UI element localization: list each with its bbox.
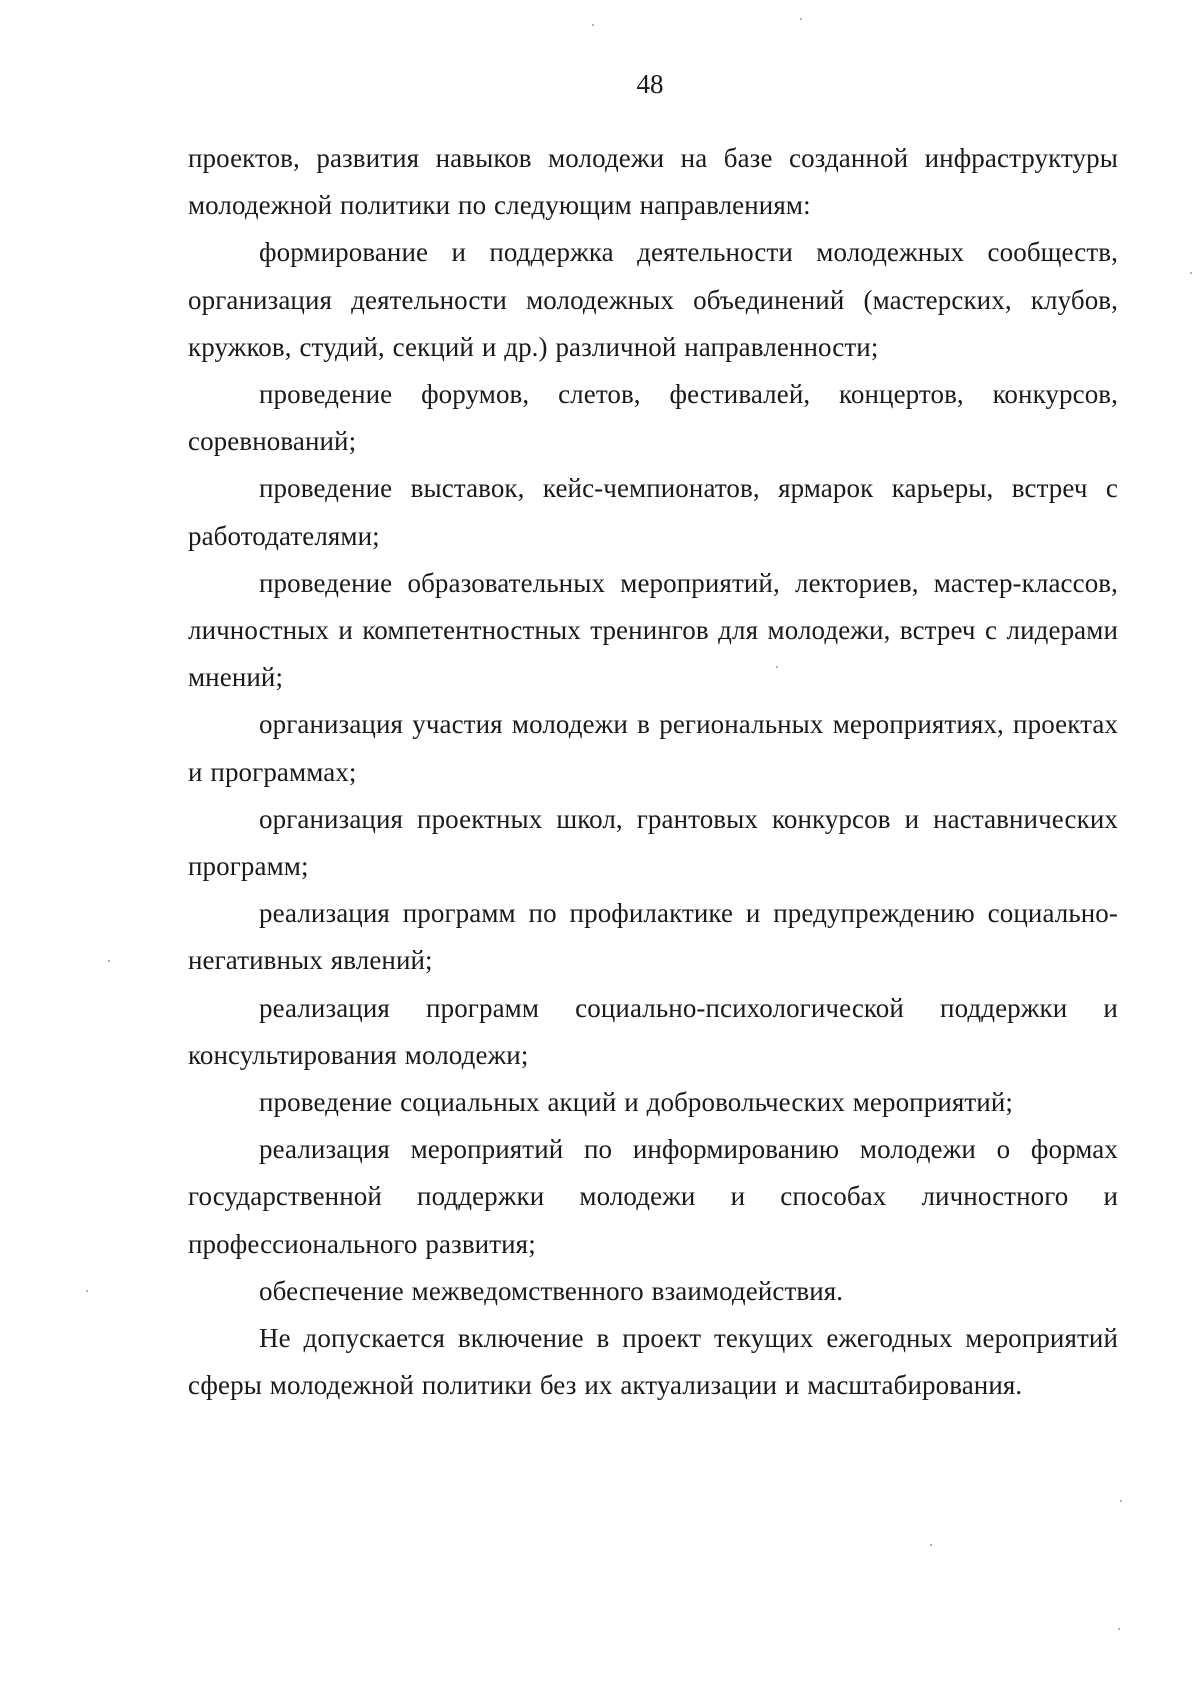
closing-paragraph: Не допускается включение в проект текущих ежегодных мероприятий сферы молодежной политики без их актуализации и масштабирования. [188,1323,1118,1401]
list-item-psychological-support: реализация программ социально-психологической поддержки и консультирования молодежи; [188,992,1118,1070]
list-item-forums: проведение форумов, слетов, фестивалей, концертов, конкурсов, соревнований; [188,379,1118,457]
list-item-social-actions: проведение социальных акций и добровольческих мероприятий; [259,1087,1013,1118]
list-item-exhibitions: проведение выставок, кейс-чемпионатов, ярмарок карьеры, встреч с работодателями; [188,473,1118,551]
scan-speck [1190,272,1192,274]
scan-speck [930,1544,932,1546]
scan-speck [1118,1628,1120,1630]
list-item-youth-communities: формирование и поддержка деятельности молодежных сообществ, организация деятельности молодежных объединений (мастерских, клубов, кружков, студий, секций и др.) различной направленности; [188,237,1118,362]
scan-speck [86,1290,88,1292]
page-number: 48 [636,69,664,99]
list-item-prevention-programs: реализация программ по профилактике и предупреждению социально-негативных явлений; [188,898,1118,976]
list-item-project-schools: организация проектных школ, грантовых конкурсов и наставнических программ; [188,803,1118,882]
scan-speck [592,24,594,26]
scan-speck [800,18,802,20]
list-item-informing: реализация мероприятий по информированию молодежи о формах государственной поддержки молодежи и способах личностного и профессионального развития; [188,1134,1118,1259]
scan-speck [1120,1500,1122,1502]
list-item-regional-participation: организация участия молодежи в региональных мероприятиях, проектах и программах; [188,709,1118,787]
document-body [188,135,1118,1409]
scan-speck [108,960,110,962]
scan-speck [776,666,778,668]
list-item-educational-events: проведение образовательных мероприятий, лекториев, мастер-классов, личностных и компетентностных тренингов для молодежи, встреч с лидерами мнений; [188,567,1118,693]
paragraph-continuation: проектов, развития навыков молодежи на базе созданной инфраструктуры молодежной политики по следующим направлениям: [188,143,1118,221]
list-item-interagency: обеспечение межведомственного взаимодействия. [259,1275,844,1306]
